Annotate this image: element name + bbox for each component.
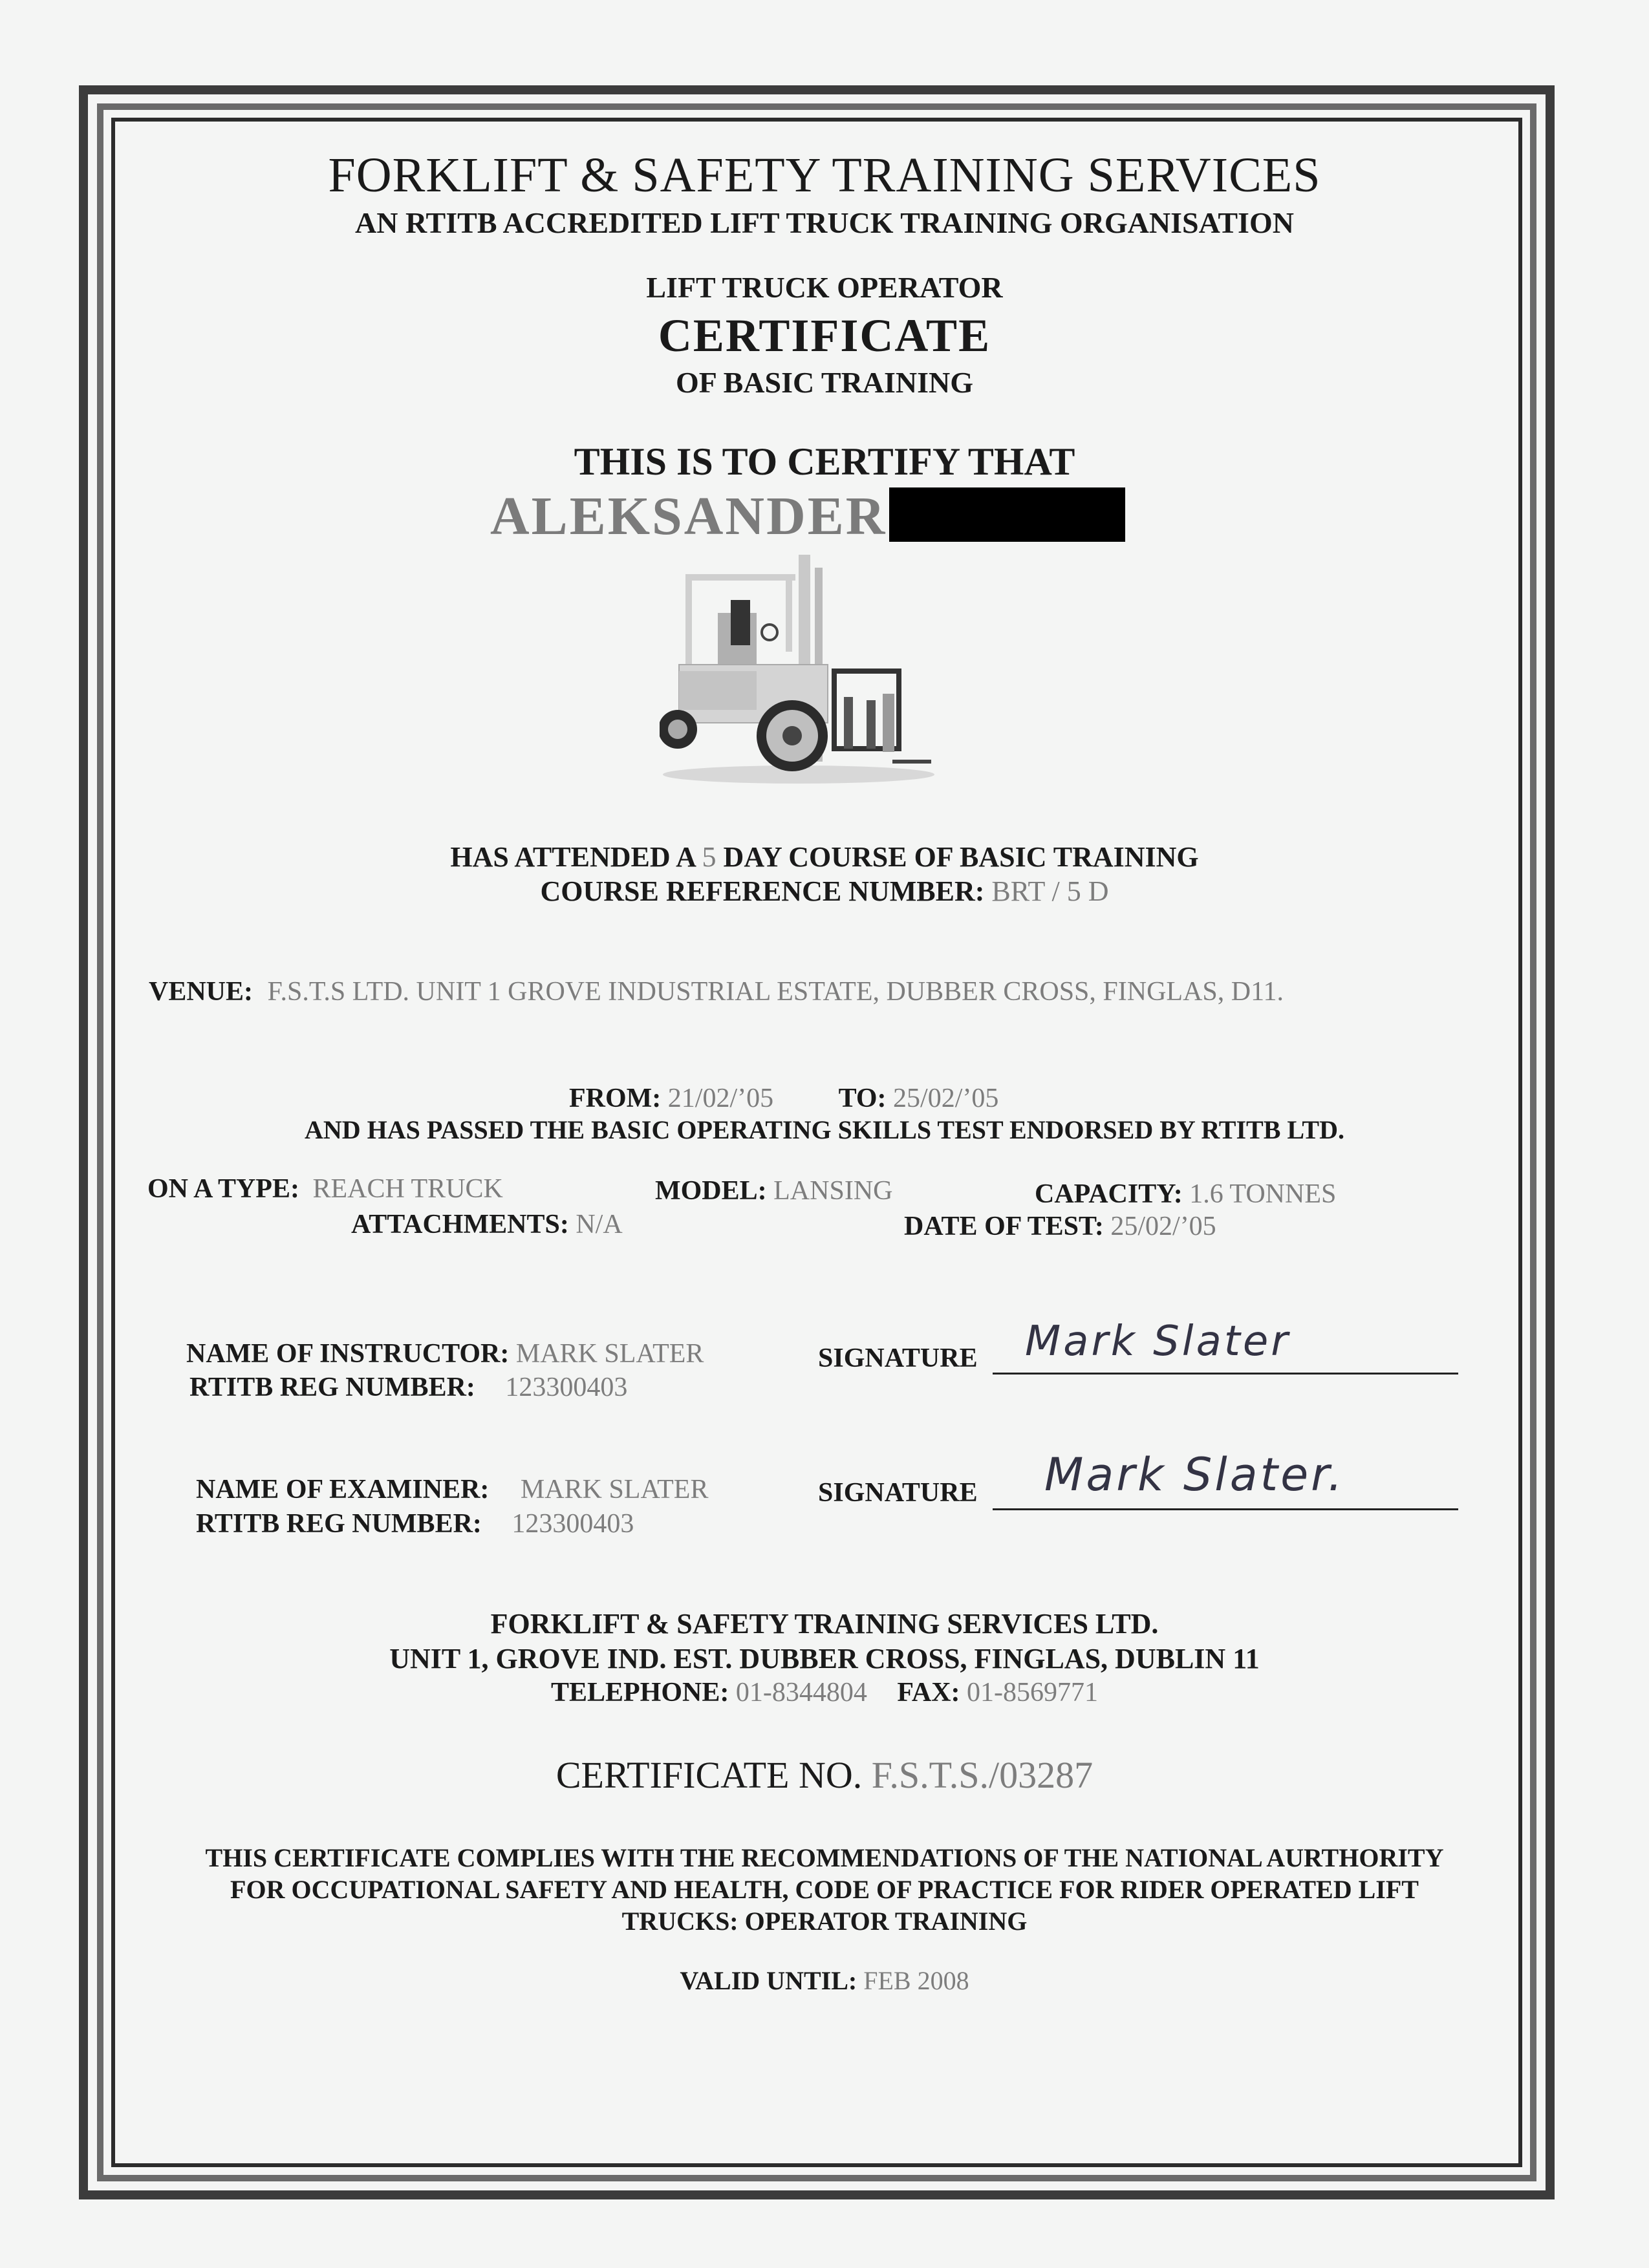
certificate-number-line [0,1753,1649,1797]
footer-address: UNIT 1, GROVE IND. EST. DUBBER CROSS, FINGLAS, DUBLIN 11 [389,1643,1260,1674]
certify-intro: THIS IS TO CERTIFY THAT [574,440,1075,483]
venue-value: F.S.T.S LTD. UNIT 1 GROVE INDUSTRIAL ESTATE, DUBBER CROSS, FINGLAS, D11. [267,977,1284,1007]
forklift-icon [660,555,938,787]
certificate-pre-title: LIFT TRUCK OPERATOR [646,271,1003,304]
fax-label: FAX: [897,1678,960,1707]
instructor-name-value: MARK SLATER [515,1339,704,1369]
instructor-reg-label: RTITB REG NUMBER: [189,1373,475,1402]
truck-model-label: MODEL: [655,1176,767,1206]
truck-model-line [655,1175,892,1206]
instructor-signature-label: SIGNATURE [818,1343,978,1373]
course-reference-line [0,875,1649,908]
course-reference-value: BRT / 5 D [991,875,1109,907]
trainee-name: ALEKSANDER [490,486,887,546]
test-date-line [904,1211,1216,1242]
examiner-signature-line [993,1508,1458,1510]
truck-capacity-value: 1.6 TONNES [1189,1179,1337,1209]
examiner-name-value: MARK SLATER [520,1475,709,1504]
attended-suffix: DAY COURSE OF BASIC TRAINING [723,841,1199,873]
truck-type-label: ON A TYPE: [147,1174,299,1204]
venue-line [149,976,1284,1007]
valid-until-value: FEB 2008 [863,1966,969,1995]
examiner-reg-line [196,1508,634,1539]
compliance-line-1: THIS CERTIFICATE COMPLIES WITH THE RECOMMENDATIONS OF THE NATIONAL AURTHORITY [205,1843,1444,1872]
from-label: FROM: [569,1084,662,1113]
valid-until-label: VALID UNTIL: [680,1966,857,1995]
course-attended-line [0,840,1649,873]
examiner-name-label: NAME OF EXAMINER: [196,1475,490,1504]
test-date-value: 25/02/’05 [1110,1212,1216,1241]
instructor-signature-line [993,1373,1458,1375]
organisation-subtitle: AN RTITB ACCREDITED LIFT TRUCK TRAINING ORGANISATION [355,206,1294,239]
attachments-line [351,1209,623,1240]
attachments-label: ATTACHMENTS: [351,1210,569,1239]
truck-model-value: LANSING [773,1176,893,1206]
examiner-signature-label: SIGNATURE [818,1478,978,1508]
certificate-number-label: CERTIFICATE NO. [555,1754,863,1796]
course-dates-line [569,1083,998,1114]
certificate-post-title: OF BASIC TRAINING [675,366,974,399]
certificate-number-value: F.S.T.S./03287 [871,1754,1094,1796]
compliance-line-3: TRUCKS: OPERATOR TRAINING [621,1907,1028,1936]
redaction-bar [889,487,1125,542]
attachments-value: N/A [576,1210,623,1239]
passed-test-text: AND HAS PASSED THE BASIC OPERATING SKILLS TEST ENDORSED BY RTITB LTD. [305,1115,1344,1144]
venue-label: VENUE: [149,977,253,1007]
truck-capacity-line [1035,1179,1336,1210]
instructor-signature: Mark Slater [1025,1318,1291,1365]
organisation-name: FORKLIFT & SAFETY TRAINING SERVICES [328,148,1321,202]
instructor-name-label: NAME OF INSTRUCTOR: [186,1339,510,1369]
to-value: 25/02/’05 [893,1084,999,1113]
course-days: 5 [702,841,717,873]
footer-company: FORKLIFT & SAFETY TRAINING SERVICES LTD. [490,1608,1159,1640]
examiner-name-line [196,1474,708,1505]
examiner-signature: Mark Slater. [1044,1448,1345,1501]
instructor-reg-value: 123300403 [505,1373,628,1402]
instructor-name-line [186,1338,704,1369]
footer-contact-line [0,1677,1649,1708]
truck-type-line [147,1173,503,1204]
course-reference-label: COURSE REFERENCE NUMBER: [540,875,985,907]
phone-label: TELEPHONE: [550,1678,729,1707]
trainee-name-line [490,485,1125,548]
compliance-line-2: FOR OCCUPATIONAL SAFETY AND HEALTH, CODE OF PRACTICE FOR RIDER OPERATED LIFT [230,1875,1419,1904]
to-label: TO: [838,1084,887,1113]
instructor-reg-line [189,1372,627,1403]
certificate-title: CERTIFICATE [658,310,991,361]
truck-type-value: REACH TRUCK [312,1174,503,1204]
phone-value: 01-8344804 [735,1678,867,1707]
test-date-label: DATE OF TEST: [904,1212,1104,1241]
fax-value: 01-8569771 [967,1678,1099,1707]
truck-capacity-label: CAPACITY: [1035,1179,1183,1209]
from-value: 21/02/’05 [667,1084,774,1113]
valid-until-line [0,1965,1649,1996]
attended-prefix: HAS ATTENDED A [450,841,695,873]
examiner-reg-label: RTITB REG NUMBER: [196,1509,482,1539]
examiner-reg-value: 123300403 [512,1509,634,1539]
